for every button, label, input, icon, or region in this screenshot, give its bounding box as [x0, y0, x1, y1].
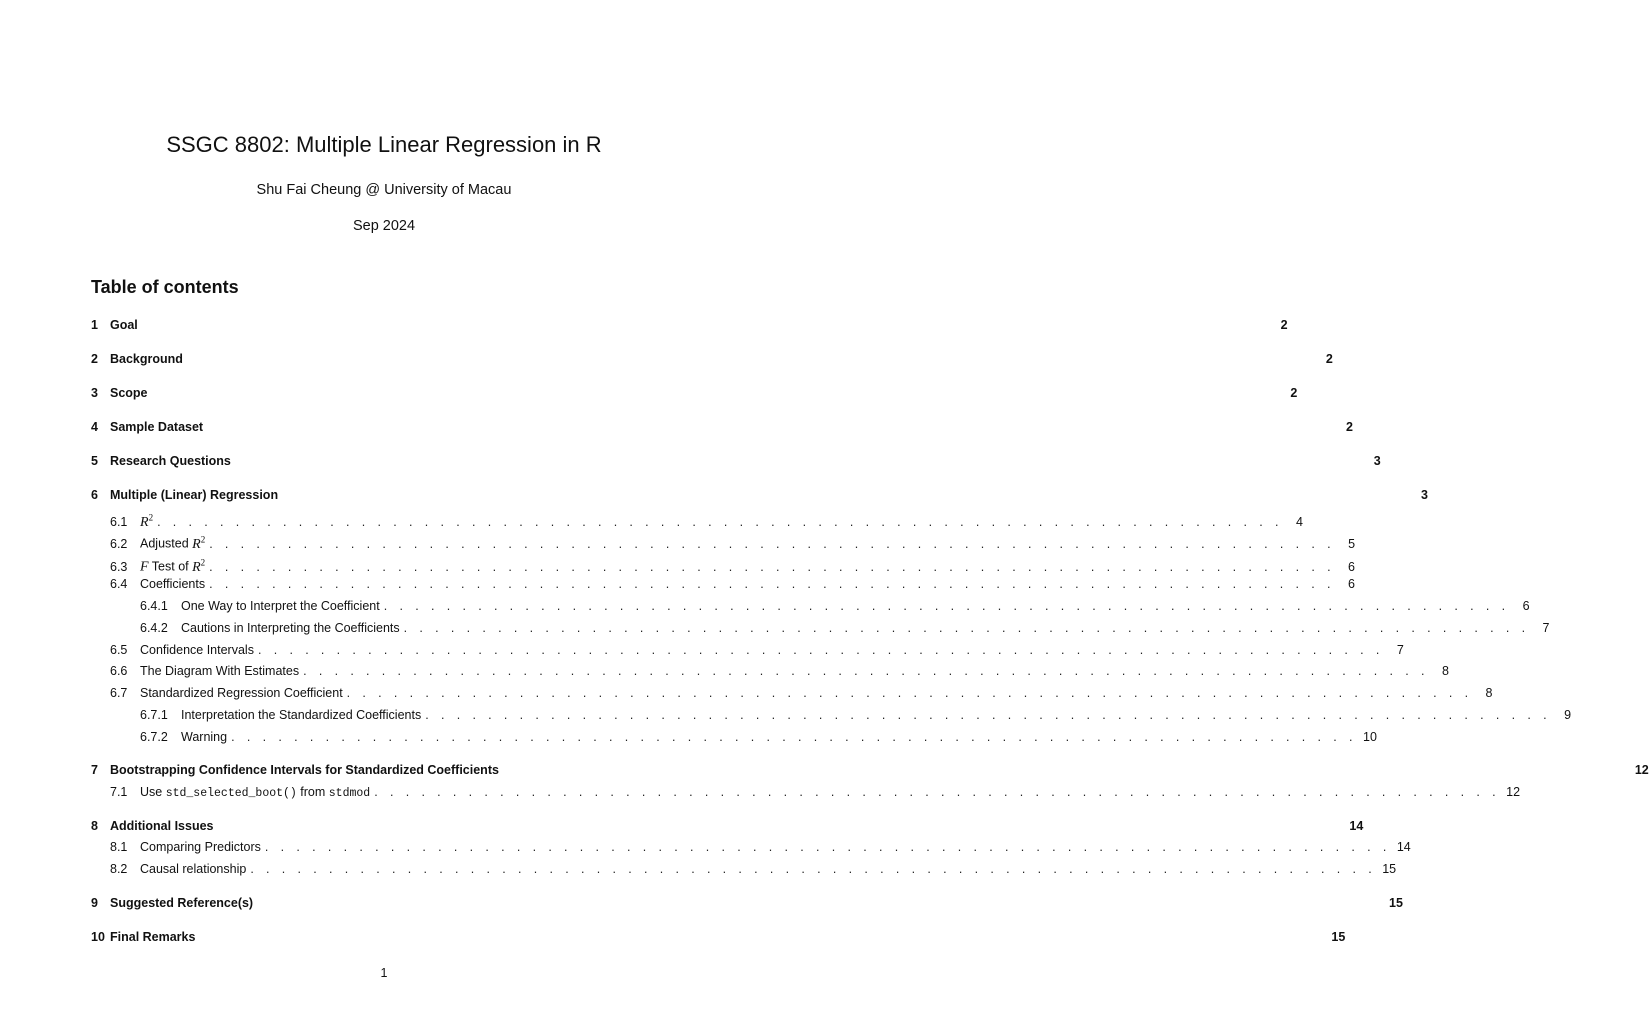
toc-number: 6.1: [110, 514, 128, 529]
toc-leader: . . . . . . . . . . . . . . . . . . . . . . . . . . . . . . . . . . . . . . . . . . . . . . . . . . . . . . . . . . . . . . . . . . . . . . . .: [346, 686, 1473, 700]
toc-page-number: 6: [1347, 577, 1355, 591]
toc-entry-final-remarks[interactable]: [91, 927, 1346, 947]
toc-number: 6.4.1: [140, 599, 168, 613]
document-title: SSGC 8802: Multiple Linear Regression in R: [166, 132, 602, 157]
toc-label: Coefficients: [140, 577, 206, 591]
toc-leader: . . . . . . . . . . . . . . . . . . . . . . . . . . . . . . . . . . . . . . . . . . . . . . . . . . . . . . . . . . . . . . . . . . . . . . . .: [209, 577, 1335, 591]
toc-page-number: 12: [1506, 785, 1521, 799]
toc-number: 9: [91, 896, 98, 910]
toc-leader: . . . . . . . . . . . . . . . . . . . . . . . . . . . . . . . . . . . . . . . . . . . . . . . . . . . . . . . . . . . . . . . . . . . . . . . .: [383, 599, 1510, 613]
toc-page-number: 14: [1396, 840, 1411, 854]
toc-page-number: 2: [1280, 318, 1288, 332]
toc-page-number: 6: [1522, 599, 1530, 613]
toc-page-number: 5: [1348, 536, 1356, 551]
toc-entry-goal[interactable]: [91, 315, 1288, 335]
toc-entry-standardized-coefficient[interactable]: [110, 683, 1493, 703]
toc-number: 6.4: [110, 577, 128, 591]
toc-number: 3: [91, 386, 98, 400]
toc-entry-scope[interactable]: [91, 383, 1298, 403]
toc-label: Suggested Reference(s): [110, 896, 254, 910]
toc-label: Bootstrapping Confidence Intervals for Standardized Coefficients: [110, 763, 499, 777]
toc-label: Causal relationship: [140, 862, 247, 876]
toc-entry-background[interactable]: [91, 349, 1333, 369]
toc-leader: . . . . . . . . . . . . . . . . . . . . . . . . . . . . . . . . . . . . . . . . . . . . . . . . . . . . . . . . . . . . . . . . . . . . . . . .: [257, 643, 1384, 657]
toc-label: Background: [110, 352, 183, 366]
toc-entry-research-questions[interactable]: [91, 451, 1381, 471]
toc-number: 6.2: [110, 536, 128, 551]
math-r: $R^2$: [192, 557, 206, 575]
toc-label: Standardized Regression Coefficient: [140, 686, 343, 700]
toc-page-number: 12: [1634, 763, 1649, 777]
author-line: Shu Fai Cheung @ University of Macau: [256, 182, 512, 198]
math-f: F: [140, 559, 149, 575]
toc-label: Additional Issues: [110, 819, 214, 833]
page-number-footer: 1: [380, 966, 388, 980]
toc-number: 8: [91, 819, 98, 833]
toc-label: Cautions in Interpreting the Coefficients: [181, 621, 400, 635]
toc-page-number: 2: [1345, 420, 1353, 434]
toc-page-number: 10: [1363, 730, 1377, 744]
toc-entry-adjusted-r-squared[interactable]: [110, 529, 1356, 552]
toc-entry-diagram-estimates[interactable]: [110, 661, 1449, 681]
toc-label: Scope: [110, 386, 148, 400]
toc-entry-comparing-predictors[interactable]: [110, 837, 1411, 857]
toc-entry-interpret-coefficient[interactable]: [140, 596, 1530, 616]
toc-number: 6.7: [110, 686, 128, 700]
toc-leader: . . . . . . . . . . . . . . . . . . . . . . . . . . . . . . . . . . . . . . . . . . . . . . . . . . . . . . . . . . . . . . . . . . . . . . . .: [209, 536, 1336, 551]
code-package: stdmod: [328, 787, 371, 800]
toc-leader: . . . . . . . . . . . . . . . . . . . . . . . . . . . . . . . . . . . . . . . . . . . . . . . . . . . . . . . . . . . . . . . . . . . . . . . .: [425, 708, 1552, 722]
toc-label: Multiple (Linear) Regression: [110, 488, 279, 502]
toc-label: Research Questions: [110, 454, 231, 468]
toc-number: 8.2: [110, 862, 128, 876]
toc-number: 6.4.2: [140, 621, 168, 635]
toc-leader: . . . . . . . . . . . . . . . . . . . . . . . . . . . . . . . . . . . . . . . . . . . . . . . . . . . . . . . . . . . . . . . . . . . . . . . .: [403, 621, 1530, 635]
toc-leader: . . . . . . . . . . . . . . . . . . . . . . . . . . . . . . . . . . . . . . . . . . . . . . . . . . . . . . . . . . . . . . . . . . . . . . . .: [209, 559, 1335, 574]
toc-page-number: 3: [1373, 454, 1381, 468]
toc-entry-sample-dataset[interactable]: [91, 417, 1353, 437]
toc-entry-bootstrapping[interactable]: [91, 760, 1649, 780]
toc-number: 6.7.1: [140, 708, 168, 722]
toc-entry-multiple-regression[interactable]: [91, 485, 1428, 505]
math-r: $R^2$: [140, 512, 154, 530]
toc-page-number: 9: [1564, 708, 1572, 722]
toc-label: Sample Dataset: [110, 420, 204, 434]
toc-label: One Way to Interpret the Coefficient: [181, 599, 380, 613]
toc-entry-suggested-references[interactable]: [91, 893, 1403, 913]
toc-page-number: 2: [1325, 352, 1333, 366]
document-date: Sep 2024: [352, 218, 416, 234]
toc-leader: . . . . . . . . . . . . . . . . . . . . . . . . . . . . . . . . . . . . . . . . . . . . . . . . . . . . . . . . . . . . . . . . . . . . . . . .: [303, 664, 1429, 678]
toc-page-number: 7: [1542, 621, 1550, 635]
toc-number: 6.3: [110, 559, 128, 574]
toc-label: Adjusted $R^2$: [140, 534, 206, 552]
toc-leader: . . . . . . . . . . . . . . . . . . . . . . . . . . . . . . . . . . . . . . . . . . . . . . . . . . . . . . . . . . . . . . . . . . . . . . . .: [374, 785, 1501, 799]
toc-page-number: 4: [1295, 514, 1303, 529]
toc-number: 5: [91, 454, 98, 468]
toc-number: 7.1: [110, 785, 128, 799]
toc-label: Use std_selected_boot() from stdmod: [140, 785, 371, 800]
toc-page-number: 2: [1290, 386, 1298, 400]
toc-leader: . . . . . . . . . . . . . . . . . . . . . . . . . . . . . . . . . . . . . . . . . . . . . . . . . . . . . . . . . . . . . . . . . . . . . . . .: [231, 730, 1357, 744]
toc-page-number: 8: [1441, 664, 1449, 678]
toc-entry-coefficients[interactable]: [110, 574, 1355, 594]
toc-page-number: 15: [1331, 930, 1346, 944]
toc-page-number: 6: [1348, 559, 1355, 574]
toc-number: 6: [91, 488, 98, 502]
toc-page-number: 14: [1349, 819, 1364, 833]
toc-page-number: 15: [1389, 896, 1403, 910]
toc-label: F Test of $R^2$: [140, 557, 206, 575]
toc-entry-r-squared[interactable]: [110, 507, 1303, 530]
toc-label: Confidence Intervals: [140, 643, 254, 657]
toc-entry-warning[interactable]: [140, 727, 1377, 747]
code-function: std_selected_boot(): [165, 787, 297, 800]
toc-page-number: 8: [1485, 686, 1493, 700]
toc-entry-confidence-intervals[interactable]: [110, 640, 1404, 660]
toc-entry-causal-relationship[interactable]: [110, 859, 1397, 879]
toc-label: Goal: [110, 318, 138, 332]
toc-page-number: 15: [1382, 862, 1397, 876]
toc-number: 2: [91, 352, 98, 366]
toc-entry-additional-issues[interactable]: [91, 816, 1364, 836]
toc-number: 8.1: [110, 840, 128, 854]
toc-entry-f-test[interactable]: [110, 552, 1355, 575]
toc-label: Warning: [181, 730, 228, 744]
toc-page-number: 7: [1396, 643, 1404, 657]
toc-number: 6.6: [110, 664, 128, 678]
toc-number: 1: [91, 318, 98, 332]
math-r: $R^2$: [192, 534, 206, 552]
toc-label: Interpretation the Standardized Coefficients: [181, 708, 422, 722]
toc-number: 6.7.2: [140, 730, 168, 744]
toc-number: 7: [91, 763, 98, 777]
toc-number: 10: [91, 930, 105, 944]
toc-label: Final Remarks: [110, 930, 196, 944]
toc-entry-std-selected-boot[interactable]: [110, 782, 1521, 802]
toc-number: 4: [91, 420, 98, 434]
toc-page-number: 3: [1420, 488, 1428, 502]
toc-leader: . . . . . . . . . . . . . . . . . . . . . . . . . . . . . . . . . . . . . . . . . . . . . . . . . . . . . . . . . . . . . . . . . . . . . . . .: [264, 840, 1391, 854]
toc-leader: . . . . . . . . . . . . . . . . . . . . . . . . . . . . . . . . . . . . . . . . . . . . . . . . . . . . . . . . . . . . . . . . . . . . . . . .: [250, 862, 1377, 876]
toc-heading: Table of contents: [91, 277, 239, 297]
toc-entry-cautions[interactable]: [140, 618, 1550, 638]
toc-label: Comparing Predictors: [140, 840, 261, 854]
toc-leader: . . . . . . . . . . . . . . . . . . . . . . . . . . . . . . . . . . . . . . . . . . . . . . . . . . . . . . . . . . . . . . . . . . . . . . . .: [157, 514, 1283, 529]
toc-number: 6.5: [110, 643, 128, 657]
toc-entry-interpret-standardized[interactable]: [140, 705, 1572, 725]
toc-label: The Diagram With Estimates: [140, 664, 300, 678]
